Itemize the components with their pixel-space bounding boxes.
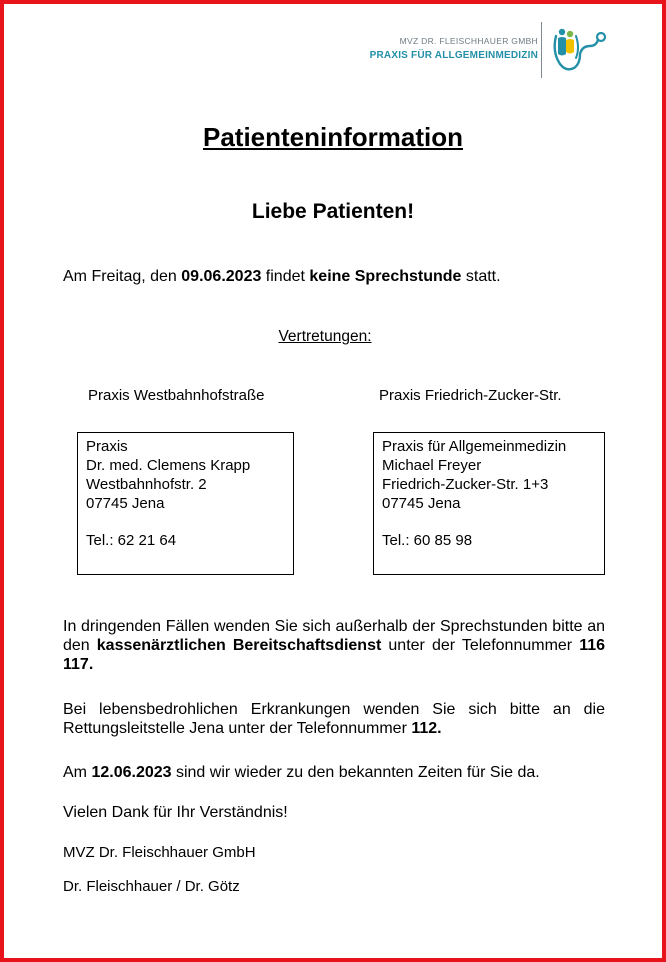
on-call-service: kassenärztlichen Bereitschaftsdienst <box>96 637 382 654</box>
closure-date: 09.06.2023 <box>181 268 262 285</box>
paragraph-text: In dringenden Fällen wenden Sie sich außerhalb der Sprechstunden bitte an den <box>63 618 605 654</box>
stethoscope-people-icon <box>548 24 610 78</box>
left-practice-address-box <box>77 432 294 575</box>
address-line: Dr. med. Clemens Krapp <box>86 457 251 474</box>
practice-logo <box>348 22 618 80</box>
on-call-number: 116 117. <box>63 637 606 673</box>
urgent-care-paragraph <box>63 617 605 674</box>
address-line: Praxis für Allgemeinmedizin <box>382 438 567 455</box>
address-line: Friedrich-Zucker-Str. 1+3 <box>382 476 549 493</box>
emergency-paragraph <box>63 700 605 738</box>
notice-text: Am Freitag, den <box>63 268 182 285</box>
right-practice-address-box <box>373 432 605 575</box>
greeting: Liebe Patienten! <box>251 200 415 223</box>
logo-divider <box>541 22 542 78</box>
closure-notice <box>63 267 501 286</box>
address-line: Westbahnhofstr. 2 <box>86 476 207 493</box>
phone-number: Tel.: 60 85 98 <box>382 532 473 549</box>
paragraph-text: Am <box>63 764 92 781</box>
signature-company: MVZ Dr. Fleischhauer GmbH <box>63 844 256 861</box>
right-practice-heading: Praxis Friedrich-Zucker-Str. <box>379 387 562 404</box>
phone-number: Tel.: 62 21 64 <box>86 532 177 549</box>
notice-text: statt. <box>461 268 501 285</box>
thanks-note: Vielen Dank für Ihr Verständnis! <box>63 804 288 821</box>
reopening-date: 12.06.2023 <box>91 764 172 781</box>
representations-heading: Vertretungen: <box>278 328 372 345</box>
reopening-notice <box>63 763 540 782</box>
address-line: 07745 Jena <box>382 495 461 512</box>
logo-practice-name: PRAXIS FÜR ALLGEMEINMEDIZIN <box>369 50 538 61</box>
paragraph-text: Bei lebensbedrohlichen Erkrankungen wenden Sie sich bitte an die Rettungsleitstelle Jena unter der Telefonnummer <box>63 701 605 737</box>
signature-names: Dr. Fleischhauer / Dr. Götz <box>63 878 240 895</box>
paragraph-text: unter der Telefonnummer <box>381 637 580 654</box>
page-title: Patienteninformation <box>202 122 463 152</box>
paragraph-text: sind wir wieder zu den bekannten Zeiten für Sie da. <box>171 764 540 781</box>
left-practice-heading: Praxis Westbahnhofstraße <box>88 387 265 404</box>
emergency-number: 112. <box>411 720 442 737</box>
address-line: 07745 Jena <box>86 495 165 512</box>
closure-emphasis: keine Sprechstunde <box>309 268 462 285</box>
address-line: Michael Freyer <box>382 457 482 474</box>
address-line: Praxis <box>86 438 128 455</box>
logo-company-name: MVZ DR. FLEISCHHAUER GMBH <box>399 36 538 46</box>
notice-text: findet <box>261 268 310 285</box>
